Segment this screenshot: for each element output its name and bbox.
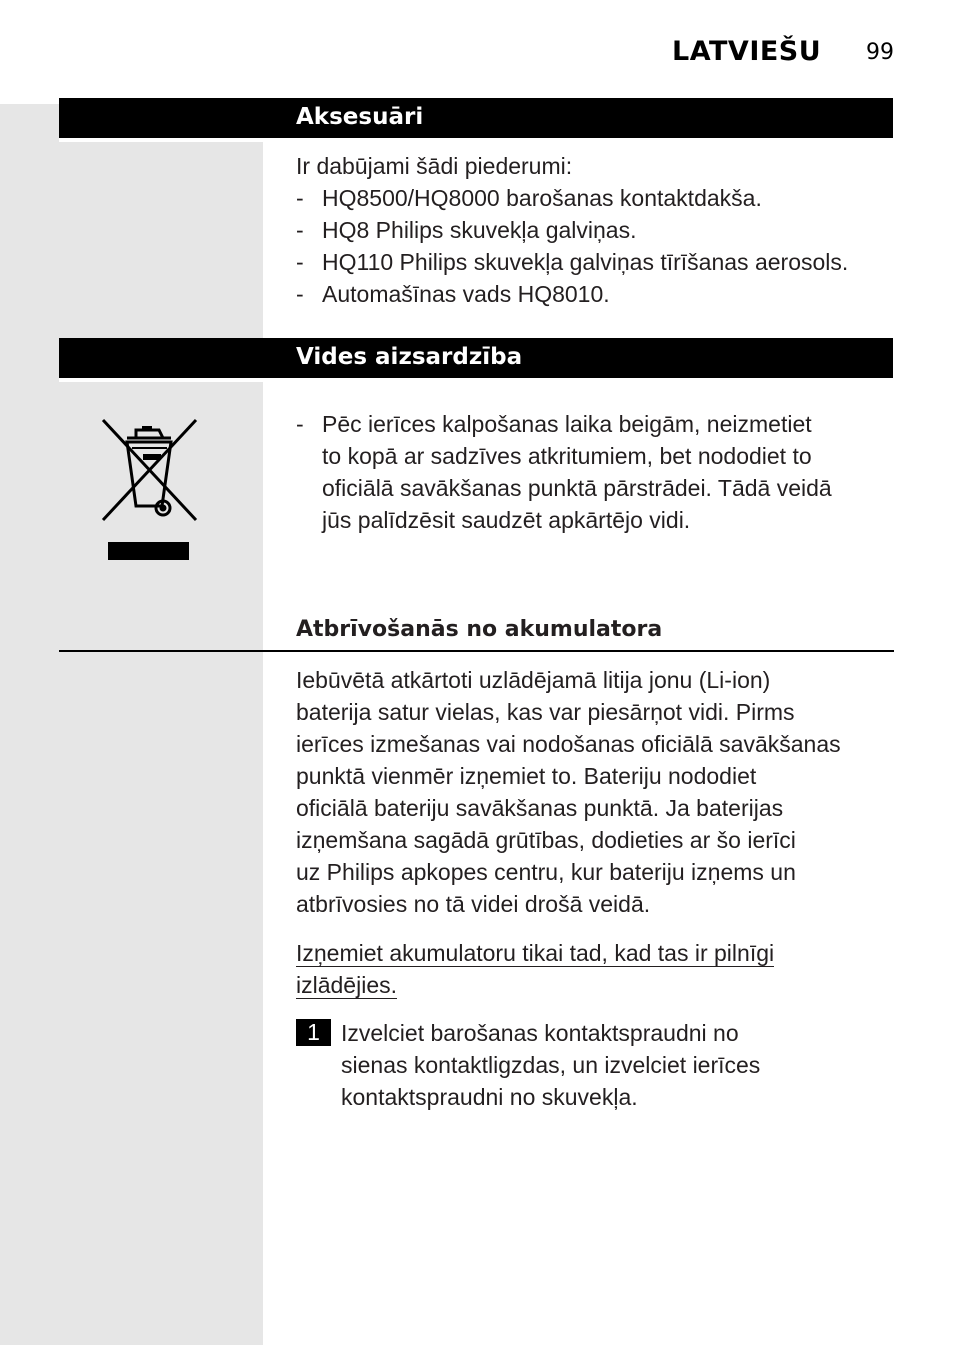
left-margin-column [0,104,263,1345]
section-bar-accessories [59,98,893,138]
battery-warning: Izņemiet akumulatoru tikai tad, kad tas ir pilnīgi izlādējies. [296,940,775,998]
weee-icon-panel [59,402,235,577]
accessories-body [296,150,896,310]
list-item: - HQ8500/HQ8000 barošanas kontaktdakša. [296,185,762,211]
crossed-out-wheelie-bin-icon [59,402,235,577]
list-item: - Automašīnas vads HQ8010. [296,281,610,307]
section-bar-environment [59,338,893,378]
step-number-badge: 1 [296,1019,331,1046]
list-item: - HQ110 Philips skuvekļa galviņas tīrīšanas aerosols. [296,249,849,275]
battery-paragraph: Iebūvētā atkārtoti uzlādējamā litija jonu (Li-ion) baterija satur vielas, kas var piesārņot vidi. Pirms ierīces izmešanas vai nodošanas oficiālā savākšanas punktā vienmēr izņemiet to. Bateriju nododiet oficiālā bateriju savākšanas punktā. Ja baterijas izņemšana sagādā grūtības, dodieties ar šo ierīci uz Philips apkopes centru, kur bateriju izņems un atbrīvosies no tā videi drošā veidā. [296,667,841,917]
step-text: Izvelciet barošanas kontaktspraudni no sienas kontaktligzdas, un izvelciet ierīces kontaktspraudni no skuvekļa. [341,1020,761,1110]
panel-pointer [235,406,263,432]
environment-body [296,408,896,536]
language-heading: LATVIEŠU [672,36,822,67]
section-title-battery: Atbrīvošanās no akumulatora [296,617,663,642]
section-rule [59,650,894,652]
page-number: 99 [866,40,894,65]
list-item: - Pēc ierīces kalpošanas laika beigām, neizmetiet to kopā ar sadzīves atkritumiem, bet nododiet to oficiālā savākšanas punktā pārstrādei. Tādā veidā jūs palīdzēsit saudzēt apkārtējo vidi. [296,411,832,533]
list-item: - HQ8 Philips skuvekļa galviņas. [296,217,637,243]
section-title-environment: Vides aizsardzība [296,344,523,370]
solid-bar [108,542,189,560]
accessories-intro: Ir dabūjami šādi piederumi: [296,153,573,179]
section-title-accessories: Aksesuāri [296,104,424,130]
